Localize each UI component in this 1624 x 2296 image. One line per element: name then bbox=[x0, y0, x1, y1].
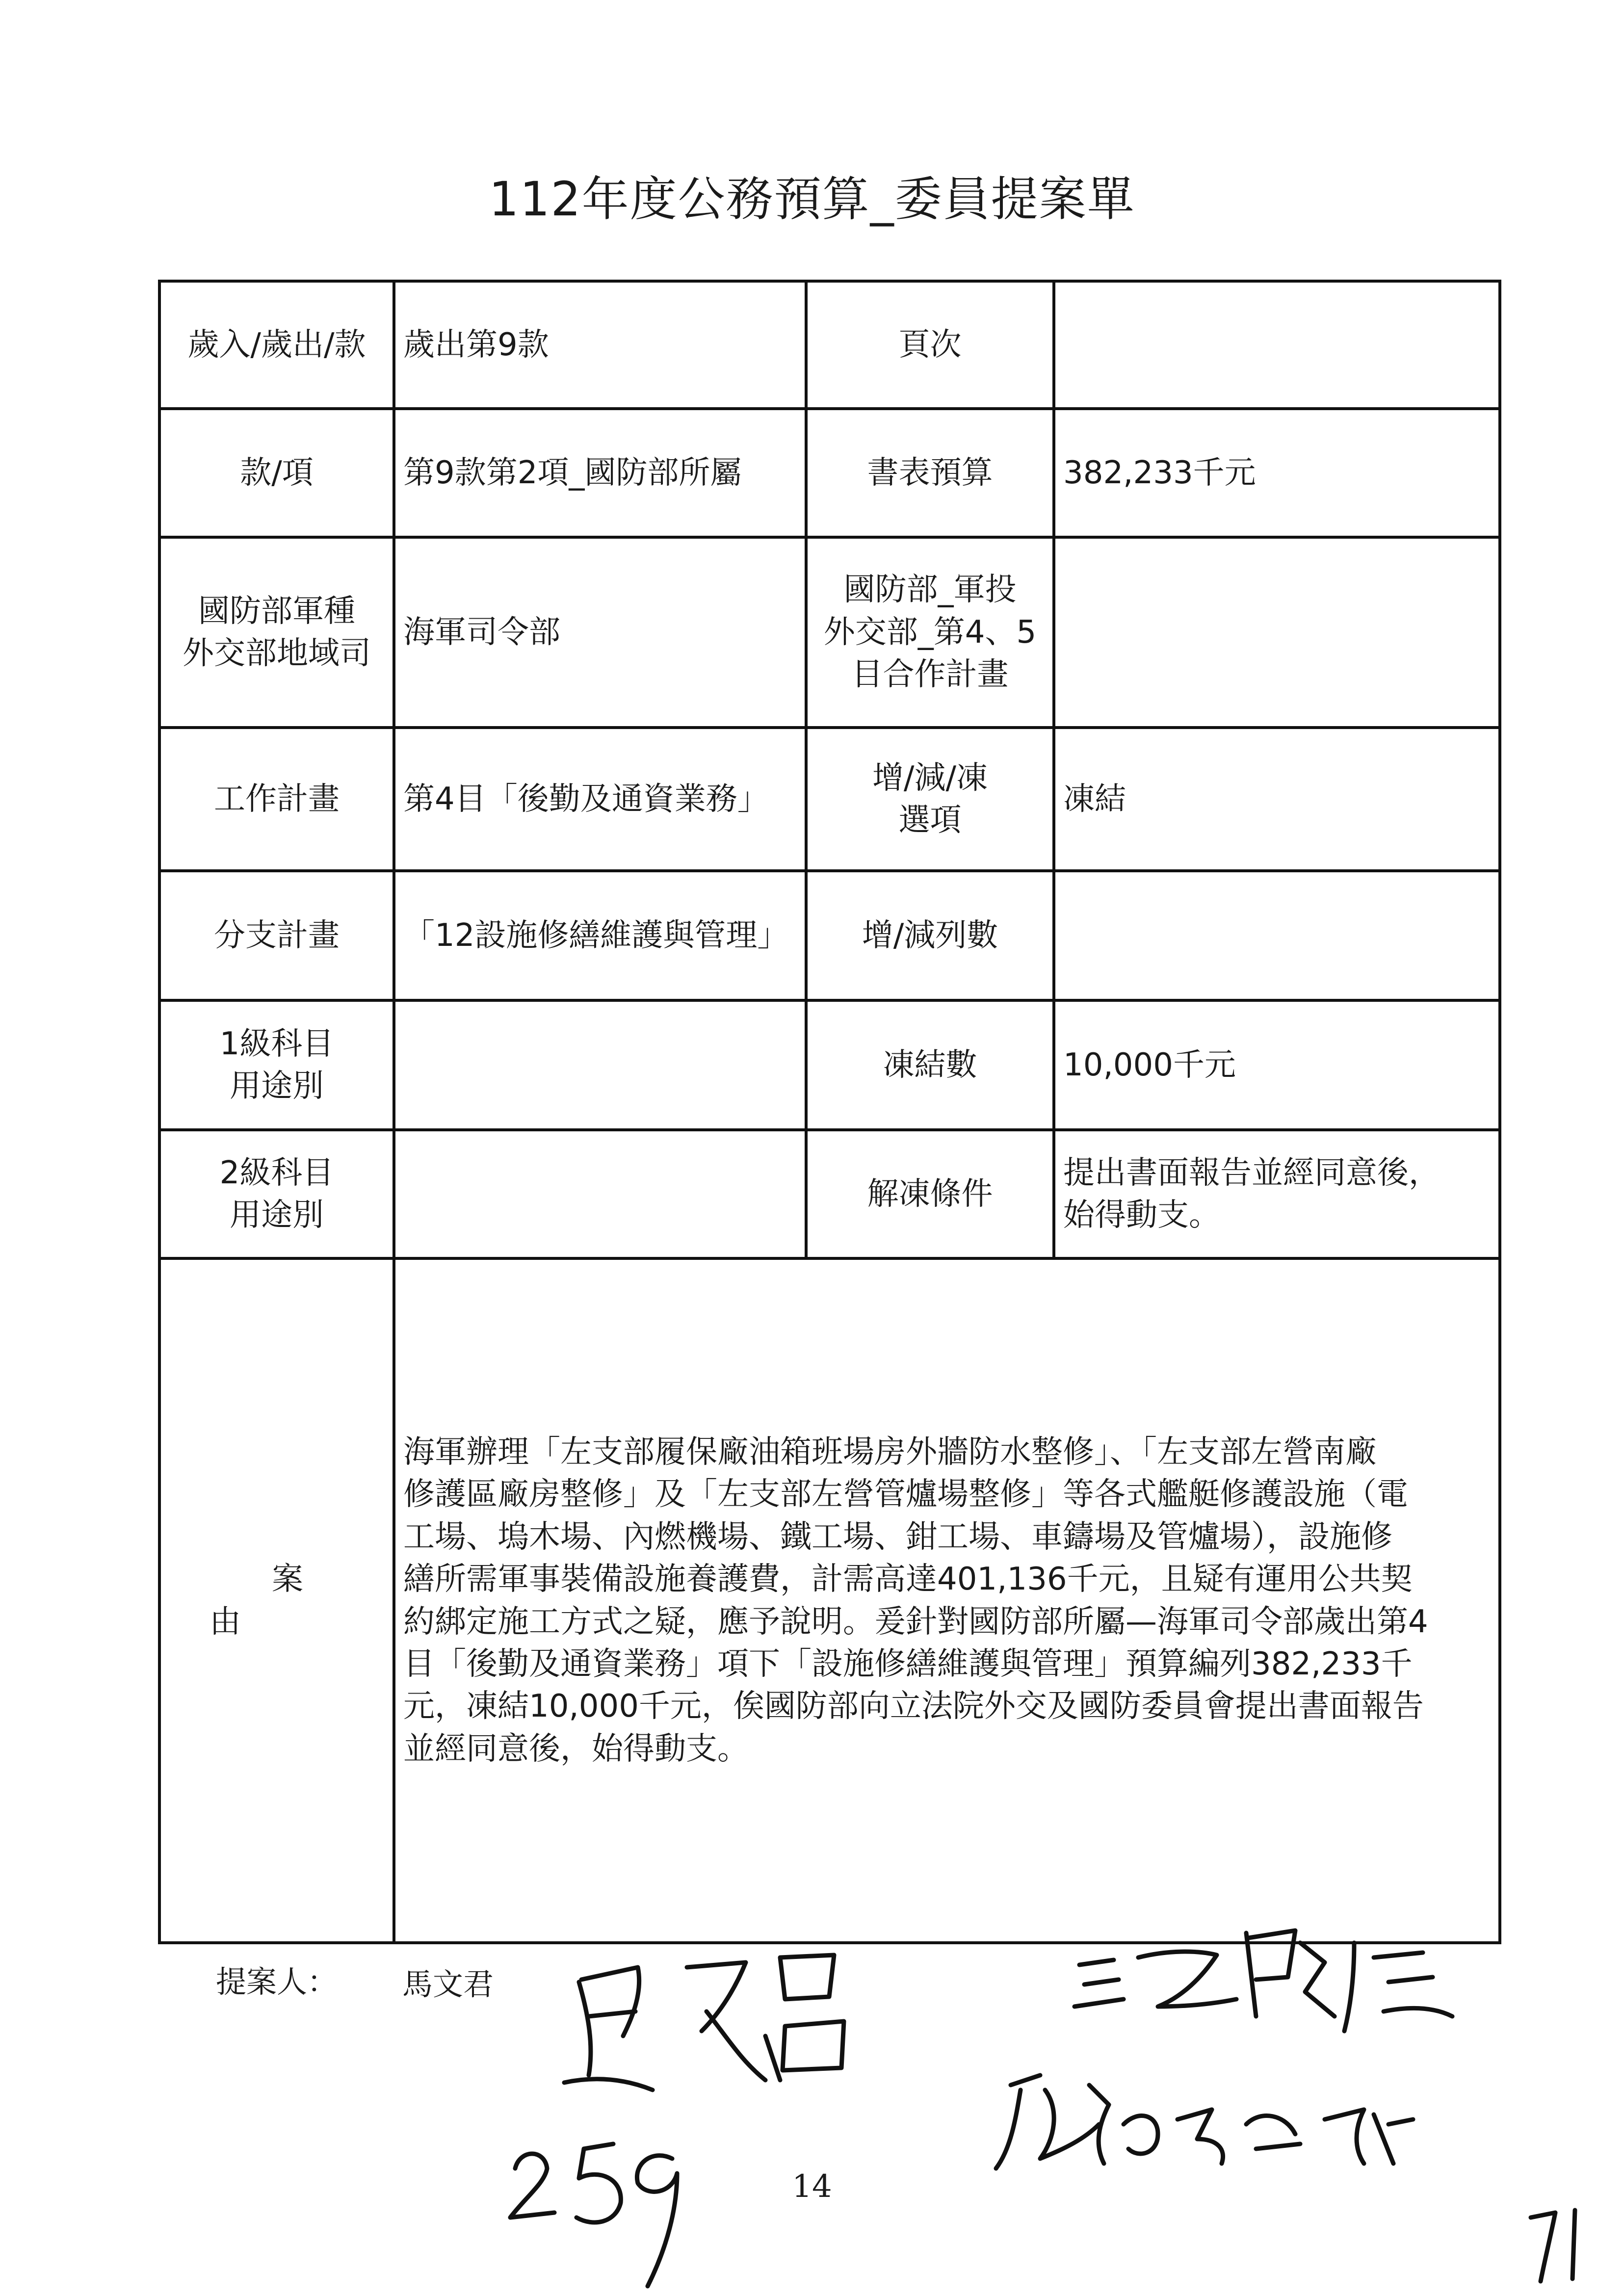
reason-line: 海軍辦理「左支部履保廠油箱班場房外牆防水整修」、「左支部左營南廠 bbox=[403, 1434, 1377, 1470]
field-value: 第9款第2項_國防部所屬 bbox=[394, 409, 806, 537]
proposer-name: 馬文君 bbox=[402, 1966, 494, 2002]
proposer-label: 提案人： bbox=[216, 1964, 338, 2000]
field-label-line: 外交部_第4、5 bbox=[823, 614, 1037, 651]
field-label: 書表預算 bbox=[806, 409, 1054, 537]
field-label: 工作計畫 bbox=[159, 728, 394, 871]
page-title: 112年度公務預算_委員提案單 bbox=[489, 172, 1135, 227]
field-label: 款/項 bbox=[159, 409, 394, 537]
handwritten-number-71 bbox=[1531, 2210, 1575, 2281]
field-value: 歲出第9款 bbox=[394, 281, 806, 409]
field-label: 增/減列數 bbox=[806, 871, 1054, 1000]
field-label-line: 用途別 bbox=[230, 1068, 324, 1104]
field-label-line: 用途別 bbox=[230, 1197, 324, 1233]
field-value: 382,233千元 bbox=[1054, 409, 1500, 537]
field-value: 海軍司令部 bbox=[394, 537, 806, 728]
field-label-line: 外交部地域司 bbox=[183, 635, 371, 672]
reason-line: 約綁定施工方式之疑，應予說明。爰針對國防部所屬—海軍司令部歲出第4 bbox=[403, 1603, 1428, 1640]
field-label: 頁次 bbox=[806, 281, 1054, 409]
reason-line: 修護區廠房整修」及「左支部左營管爐場整修」等各式艦艇修護設施（電 bbox=[403, 1476, 1408, 1513]
field-label: 分支計畫 bbox=[159, 871, 394, 1000]
field-label-line: 1級科目 bbox=[219, 1025, 334, 1062]
signature-ma-wenjun bbox=[564, 1955, 844, 2090]
field-label: 凍結數 bbox=[806, 1000, 1054, 1130]
field-label-line: 2級科目 bbox=[219, 1154, 334, 1191]
field-label-line: 選項 bbox=[898, 802, 962, 838]
field-value: 10,000千元 bbox=[1054, 1000, 1500, 1130]
reason-line: 工場、塢木場、內燃機場、鐵工場、鉗工場、車鑄場及管爐場），設施修 bbox=[403, 1518, 1392, 1555]
page-number: 14 bbox=[792, 2168, 832, 2205]
field-value: 「12設施修繕維護與管理」 bbox=[394, 871, 806, 1000]
field-label-line: 國防部軍種 bbox=[198, 593, 355, 629]
field-label-line: 增/減/凍 bbox=[872, 759, 988, 796]
reason-line: 並經同意後，始得動支。 bbox=[403, 1730, 749, 1767]
field-label-line: 目合作計畫 bbox=[851, 656, 1009, 693]
signature-chiang-chi-chen bbox=[1074, 1931, 1452, 2031]
reason-line: 目「後勤及通資業務」項下「設施修繕維護與管理」預算編列382,233千 bbox=[403, 1645, 1413, 1682]
handwritten-number-259 bbox=[510, 2144, 677, 2286]
field-label: 解凍條件 bbox=[806, 1130, 1054, 1258]
field-value: 凍結 bbox=[1054, 728, 1500, 871]
field-value: 第4目「後勤及通資業務」 bbox=[394, 728, 806, 871]
reason-line: 元，凍結10,000千元，俟國防部向立法院外交及國防委員會提出書面報告 bbox=[403, 1688, 1424, 1725]
field-label-line: 國防部_軍投 bbox=[843, 572, 1017, 608]
field-value-line: 提出書面報告並經同意後， bbox=[1063, 1154, 1440, 1191]
field-label: 歲入/歲出/款 bbox=[159, 281, 394, 409]
reason-label-text: 案由 bbox=[210, 1561, 406, 1640]
signature-hsieh-yi-feng bbox=[996, 2075, 1413, 2168]
field-value-line: 始得動支。 bbox=[1063, 1197, 1220, 1233]
reason-line: 繕所需軍事裝備設施養護費，計需高達401,136千元，且疑有運用公共契 bbox=[403, 1561, 1413, 1598]
